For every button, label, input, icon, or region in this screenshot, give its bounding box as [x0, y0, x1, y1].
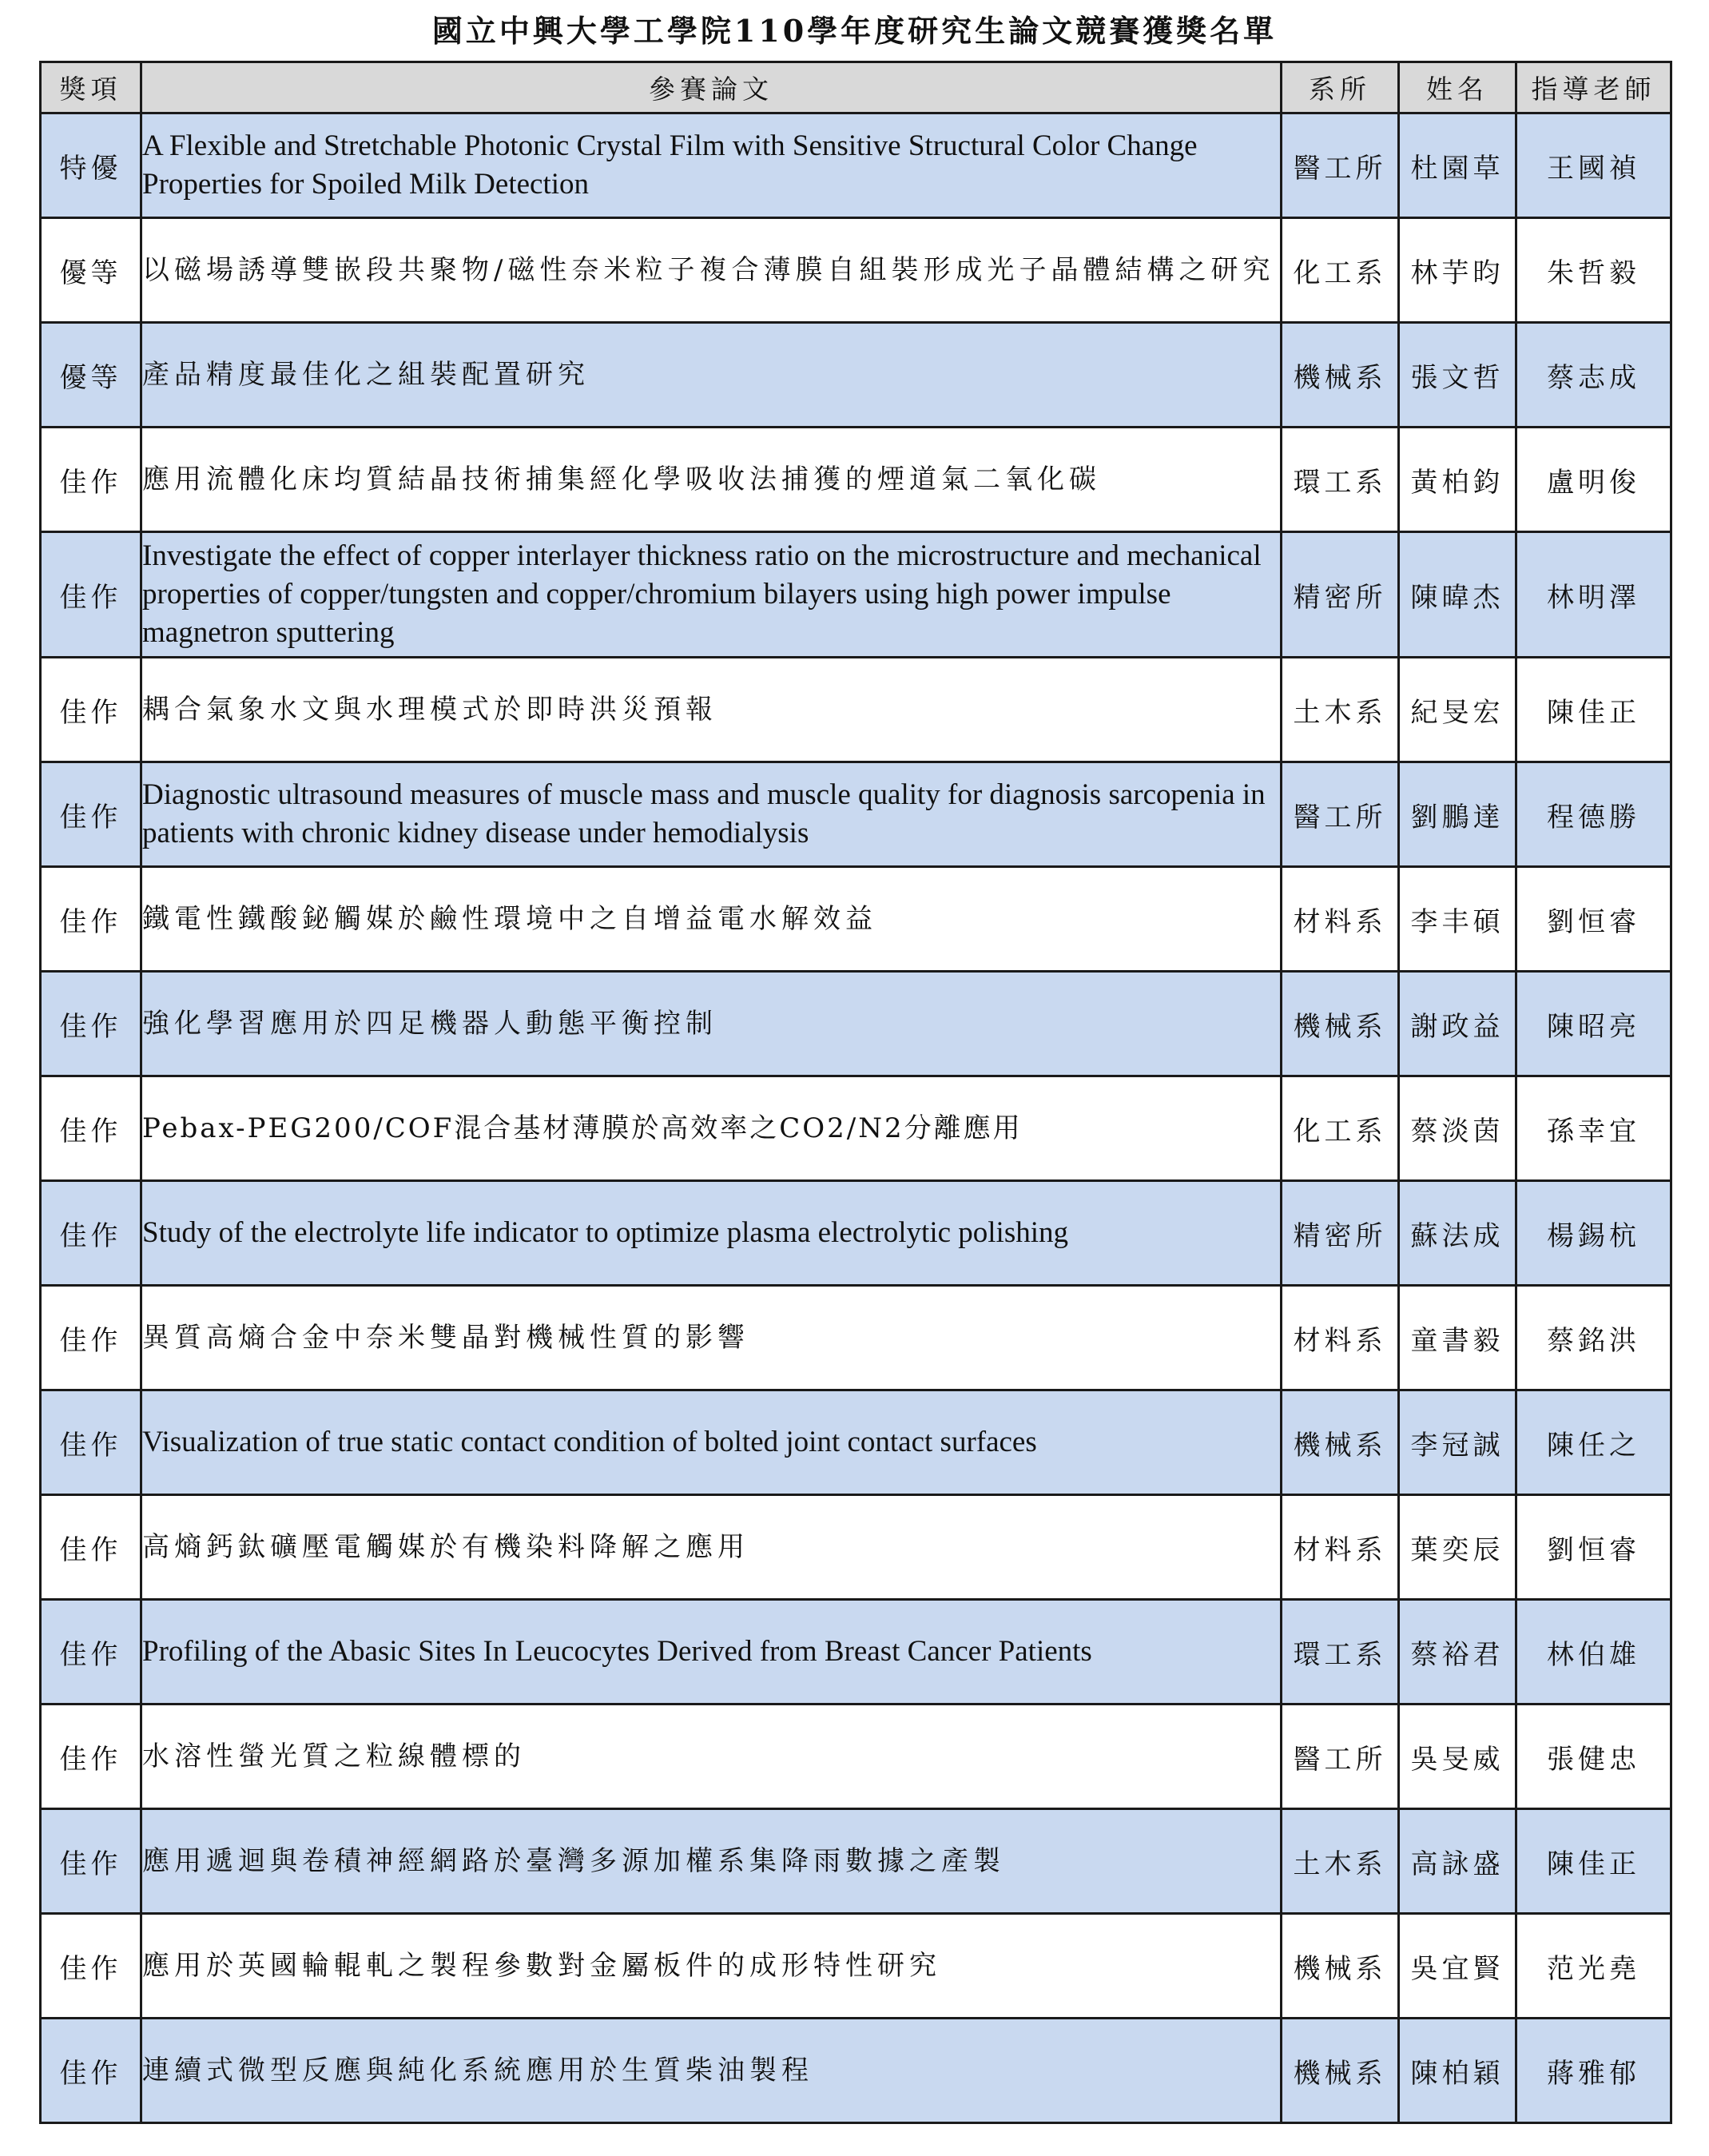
paper-title-cell: Investigate the effect of copper interlayer thickness ratio on the microstructure and mechanical properties of copper/tungsten and copper/chromium bilayers using high power impulse magnetron sputtering — [141, 532, 1282, 658]
award-cell: 佳作 — [41, 1076, 141, 1181]
advisor-cell: 張健忠 — [1516, 1705, 1671, 1809]
table-row — [41, 1495, 1671, 1600]
table-row — [41, 532, 1671, 658]
table-row — [41, 113, 1671, 218]
paper-title-cell: 應用遞迴與卷積神經網路於臺灣多源加權系集降雨數據之產製 — [141, 1809, 1282, 1914]
student-name-cell: 陳柏穎 — [1399, 2019, 1516, 2123]
paper-title-cell: Visualization of true static contact condition of bolted joint contact surfaces — [141, 1390, 1282, 1495]
dept-cell: 環工系 — [1282, 1600, 1399, 1705]
award-cell: 佳作 — [41, 2019, 141, 2123]
dept-cell: 精密所 — [1282, 1181, 1399, 1286]
advisor-cell: 陳昭亮 — [1516, 972, 1671, 1076]
student-name-cell: 謝政益 — [1399, 972, 1516, 1076]
student-name-cell: 葉奕辰 — [1399, 1495, 1516, 1600]
paper-title-cell: 水溶性螢光質之粒線體標的 — [141, 1705, 1282, 1809]
paper-title-cell: 鐵電性鐵酸鉍觸媒於鹼性環境中之自增益電水解效益 — [141, 867, 1282, 972]
dept-cell: 化工系 — [1282, 218, 1399, 323]
advisor-cell: 程德勝 — [1516, 762, 1671, 867]
dept-cell: 土木系 — [1282, 658, 1399, 762]
student-name-cell: 童書毅 — [1399, 1286, 1516, 1390]
table-row — [41, 1914, 1671, 2019]
student-name-cell: 李冠誠 — [1399, 1390, 1516, 1495]
paper-title-cell: 應用流體化床均質結晶技術捕集經化學吸收法捕獲的煙道氣二氧化碳 — [141, 428, 1282, 532]
dept-cell: 機械系 — [1282, 323, 1399, 428]
award-cell: 佳作 — [41, 762, 141, 867]
table-row — [41, 762, 1671, 867]
table-row — [41, 1181, 1671, 1286]
advisor-cell: 劉恒睿 — [1516, 867, 1671, 972]
advisor-cell: 蔣雅郁 — [1516, 2019, 1671, 2123]
student-name-cell: 劉鵬達 — [1399, 762, 1516, 867]
student-name-cell: 李丰碩 — [1399, 867, 1516, 972]
student-name-cell: 陳暐杰 — [1399, 532, 1516, 658]
advisor-cell: 陳佳正 — [1516, 658, 1671, 762]
dept-cell: 醫工所 — [1282, 1705, 1399, 1809]
advisor-cell: 盧明俊 — [1516, 428, 1671, 532]
student-name-cell: 吳宜賢 — [1399, 1914, 1516, 2019]
award-cell: 佳作 — [41, 428, 141, 532]
student-name-cell: 高詠盛 — [1399, 1809, 1516, 1914]
paper-title-cell: Pebax-PEG200/COF混合基材薄膜於高效率之CO2/N2分離應用 — [141, 1076, 1282, 1181]
table-row — [41, 972, 1671, 1076]
table-row — [41, 1390, 1671, 1495]
table-row — [41, 1705, 1671, 1809]
header-paper: 參賽論文 — [141, 62, 1282, 113]
paper-title-cell: 以磁場誘導雙嵌段共聚物/磁性奈米粒子複合薄膜自組裝形成光子晶體結構之研究 — [141, 218, 1282, 323]
dept-cell: 醫工所 — [1282, 762, 1399, 867]
paper-title-cell: Study of the electrolyte life indicator to optimize plasma electrolytic polishing — [141, 1181, 1282, 1286]
student-name-cell: 紀旻宏 — [1399, 658, 1516, 762]
paper-title-cell: Diagnostic ultrasound measures of muscle mass and muscle quality for diagnosis sarcopenia in patients with chronic kidney disease under hemodialysis — [141, 762, 1282, 867]
dept-cell: 機械系 — [1282, 972, 1399, 1076]
dept-cell: 醫工所 — [1282, 113, 1399, 218]
paper-title-cell: 高熵鈣鈦礦壓電觸媒於有機染料降解之應用 — [141, 1495, 1282, 1600]
advisor-cell: 劉恒睿 — [1516, 1495, 1671, 1600]
header-advisor: 指導老師 — [1516, 62, 1671, 113]
advisor-cell: 王國禎 — [1516, 113, 1671, 218]
advisor-cell: 楊錫杭 — [1516, 1181, 1671, 1286]
award-cell: 佳作 — [41, 532, 141, 658]
paper-title-cell: 強化學習應用於四足機器人動態平衡控制 — [141, 972, 1282, 1076]
advisor-cell: 蔡志成 — [1516, 323, 1671, 428]
student-name-cell: 吳旻威 — [1399, 1705, 1516, 1809]
header-name: 姓名 — [1399, 62, 1516, 113]
table-row — [41, 218, 1671, 323]
advisor-cell: 蔡銘洪 — [1516, 1286, 1671, 1390]
table-row — [41, 323, 1671, 428]
award-cell: 佳作 — [41, 972, 141, 1076]
award-cell: 佳作 — [41, 867, 141, 972]
student-name-cell: 蔡淡茵 — [1399, 1076, 1516, 1181]
student-name-cell: 蔡裕君 — [1399, 1600, 1516, 1705]
student-name-cell: 黃柏鈞 — [1399, 428, 1516, 532]
award-cell: 佳作 — [41, 1495, 141, 1600]
advisor-cell: 范光堯 — [1516, 1914, 1671, 2019]
table-row — [41, 2019, 1671, 2123]
advisor-cell: 林明澤 — [1516, 532, 1671, 658]
award-cell: 佳作 — [41, 1809, 141, 1914]
dept-cell: 材料系 — [1282, 1495, 1399, 1600]
dept-cell: 材料系 — [1282, 1286, 1399, 1390]
paper-title-cell: 產品精度最佳化之組裝配置研究 — [141, 323, 1282, 428]
header-row — [41, 62, 1671, 113]
dept-cell: 機械系 — [1282, 1390, 1399, 1495]
award-cell: 佳作 — [41, 1600, 141, 1705]
dept-cell: 環工系 — [1282, 428, 1399, 532]
table-row — [41, 1600, 1671, 1705]
award-cell: 優等 — [41, 218, 141, 323]
advisor-cell: 孫幸宜 — [1516, 1076, 1671, 1181]
page-title: 國立中興大學工學院110學年度研究生論文競賽獲獎名單 — [431, 13, 1278, 49]
student-name-cell: 林芋昀 — [1399, 218, 1516, 323]
header-award: 獎項 — [41, 62, 141, 113]
award-cell: 佳作 — [41, 1705, 141, 1809]
advisor-cell: 陳任之 — [1516, 1390, 1671, 1495]
table-row — [41, 1076, 1671, 1181]
student-name-cell: 杜園草 — [1399, 113, 1516, 218]
paper-title-cell: 耦合氣象水文與水理模式於即時洪災預報 — [141, 658, 1282, 762]
dept-cell: 土木系 — [1282, 1809, 1399, 1914]
award-cell: 佳作 — [41, 1390, 141, 1495]
dept-cell: 化工系 — [1282, 1076, 1399, 1181]
table-row — [41, 867, 1671, 972]
award-cell: 佳作 — [41, 658, 141, 762]
advisor-cell: 陳佳正 — [1516, 1809, 1671, 1914]
paper-title-cell: 連續式微型反應與純化系統應用於生質柴油製程 — [141, 2019, 1282, 2123]
paper-title-cell: Profiling of the Abasic Sites In Leucocytes Derived from Breast Cancer Patients — [141, 1600, 1282, 1705]
paper-title-cell: 異質高熵合金中奈米雙晶對機械性質的影響 — [141, 1286, 1282, 1390]
award-cell: 佳作 — [41, 1181, 141, 1286]
table-row — [41, 1809, 1671, 1914]
student-name-cell: 張文哲 — [1399, 323, 1516, 428]
paper-title-cell: 應用於英國輪輥軋之製程參數對金屬板件的成形特性研究 — [141, 1914, 1282, 2019]
award-cell: 佳作 — [41, 1914, 141, 2019]
award-table — [39, 61, 1672, 2124]
advisor-cell: 朱哲毅 — [1516, 218, 1671, 323]
dept-cell: 機械系 — [1282, 1914, 1399, 2019]
table-row — [41, 428, 1671, 532]
dept-cell: 精密所 — [1282, 532, 1399, 658]
paper-title-cell: A Flexible and Stretchable Photonic Crystal Film with Sensitive Structural Color Change Properties for Spoiled Milk Detection — [141, 113, 1282, 218]
header-dept: 系所 — [1282, 62, 1399, 113]
dept-cell: 機械系 — [1282, 2019, 1399, 2123]
award-cell: 特優 — [41, 113, 141, 218]
student-name-cell: 蘇法成 — [1399, 1181, 1516, 1286]
table-row — [41, 658, 1671, 762]
dept-cell: 材料系 — [1282, 867, 1399, 972]
table-row — [41, 1286, 1671, 1390]
award-cell: 佳作 — [41, 1286, 141, 1390]
advisor-cell: 林伯雄 — [1516, 1600, 1671, 1705]
award-cell: 優等 — [41, 323, 141, 428]
